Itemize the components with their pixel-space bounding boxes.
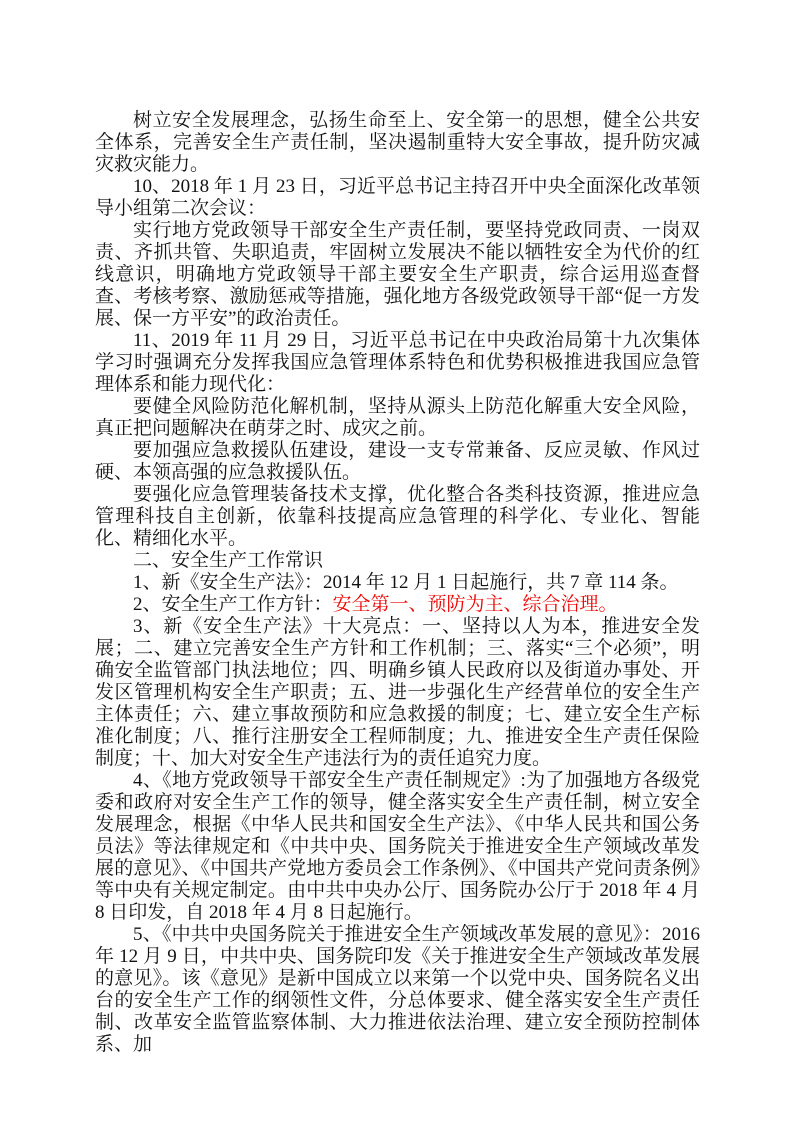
- item-11-point-risk-mechanism: 要健全风险防范化解机制，坚持从源头上防范化解重大安全风险，真正把问题解决在萌芽之时、成灾之前。: [95, 396, 700, 439]
- work-policy-highlight: 安全第一、预防为主、综合治理。: [332, 594, 618, 615]
- item-10-heading: 10、2018 年 1 月 23 日，习近平总书记主持召开中央全面深化改革领导小组第二次会议：: [95, 176, 700, 219]
- item-3-ten-highlights: 3、新《安全生产法》十大亮点：一、坚持以人为本，推进安全发展；二、建立完善安全生产方针和工作机制；三、落实“三个必须”，明确安全监管部门执法地位；四、明确乡镇人民政府以及街道办事处、开发区管理机构安全生产职责；五、进一步强化生产经营单位的安全生产主体责任；六、建立事故预防和应急救援的制度；七、建立安全生产标准化制度；八、推行注册安全工程师制度；九、推进安全生产责任保险制度；十、加大对安全生产违法行为的责任追究力度。: [95, 616, 700, 769]
- work-policy-label: 2、安全生产工作方针：: [133, 594, 333, 615]
- item-1-new-safety-law: 1、新《安全生产法》：2014 年 12 月 1 日起施行，共 7 章 114 条。: [133, 572, 679, 593]
- item-11-heading: 11、2019 年 11 月 29 日，习近平总书记在中央政治局第十九次集体学习时强调充分发挥我国应急管理体系特色和优势积极推进我国应急管理体系和能力现代化：: [95, 330, 700, 395]
- item-4-regulation: 4、《地方党政领导干部安全生产责任制规定》:为了加强地方各级党委和政府对安全生产工作的领导，健全落实安全生产责任制，树立安全发展理念，根据《中华人民共和国安全生产法》、《中华人民共和国公务员法》等法律规定和《中共中央、国务院关于推进安全生产领域改革发展的意见》、《中国共产党地方委员会工作条例》、《中国共产党问责条例》等中央有关规定制定。由中共中央办公厅、国务院办公厅于 2018 年 4 月 8 日印发，自 2018 年 4 月 8 日起施行。: [95, 770, 700, 923]
- intro-paragraph: 树立安全发展理念，弘扬生命至上、安全第一的思想，健全公共安全体系，完善安全生产责任制，坚决遏制重特大安全事故，提升防灾减灾救灾能力。: [95, 110, 700, 175]
- item-10-body: 实行地方党政领导干部安全生产责任制，要坚持党政同责、一岗双责、齐抓共管、失职追责，牢固树立发展决不能以牺牲安全为代价的红线意识，明确地方党政领导干部主要安全生产职责，综合运用巡查督查、考核考察、激励惩戒等措施，强化地方各级党政领导干部“促一方发展、保一方平安”的政治责任。: [95, 220, 700, 329]
- item-2-work-policy: [95, 594, 700, 616]
- item-11-point-tech-support: 要强化应急管理装备技术支撑，优化整合各类科技资源，推进应急管理科技自主创新，依靠科技提高应急管理的科学化、专业化、智能化、精细化水平。: [95, 484, 700, 549]
- item-5-opinion: 5、《中共中央国务院关于推进安全生产领域改革发展的意见》：2016 年 12 月 9 日，中共中央、国务院印发《关于推进安全生产领域改革发展的意见》。该《意见》是新中国成立以来第一个以党中央、国务院名义出台的安全生产工作的纲领性文件，分总体要求、健全落实安全生产责任制、改革安全监管监察体制、大力推进依法治理、建立安全预防控制体系、加: [95, 924, 700, 1055]
- section-2-heading: 二、安全生产工作常识: [133, 550, 324, 571]
- item-11-point-rescue-teams: 要加强应急救援队伍建设，建设一支专常兼备、反应灵敏、作风过硬、本领高强的应急救援队伍。: [95, 440, 700, 483]
